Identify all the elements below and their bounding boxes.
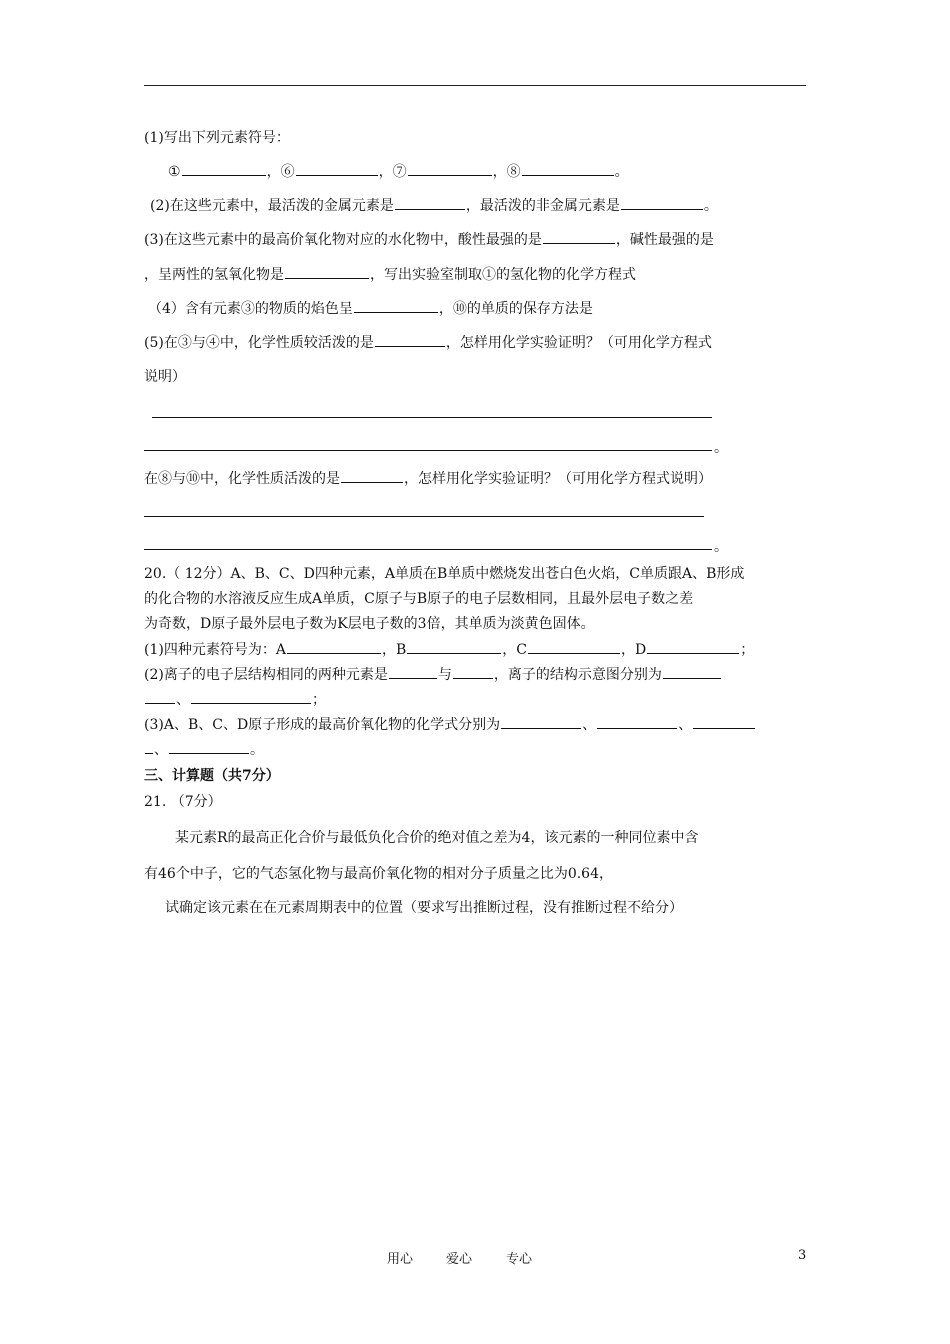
q2-text-a: (2)在这些元素中，最活泼的金属元素是 (150, 198, 394, 214)
answer-end-2: 。 (714, 539, 728, 555)
blank-q20-a[interactable] (287, 639, 381, 654)
q20-p2-b: 与 (437, 667, 452, 683)
blank-q4-1[interactable] (354, 298, 438, 313)
blank-q20-j[interactable] (597, 714, 677, 729)
q5-text-d: 在⑧与⑩中，化学性质活泼的是 (144, 471, 340, 487)
blank-q20-l[interactable] (169, 739, 249, 754)
blank-q2-1[interactable] (395, 195, 465, 210)
blank-q1-3[interactable] (408, 161, 492, 176)
q5-text-b: ，怎样用化学实验证明？（可用化学方程式 (445, 335, 712, 351)
q20-p1-d: ，D (620, 642, 647, 658)
blank-q2-2[interactable] (621, 195, 703, 210)
q5-line2: 说明） (144, 369, 186, 385)
q20-p1-e: ； (740, 642, 755, 658)
q20-p3-c: 、 (678, 717, 693, 733)
q2-line (150, 195, 718, 216)
q5-text-e: ，怎样用化学实验证明？（可用化学方程式说明） (404, 471, 712, 487)
blank-q20-g2[interactable] (145, 689, 175, 704)
q20-p3-a: (3)A、B、C、D原子形成的最高价氧化物的化学式分别为 (144, 717, 501, 733)
q20-line1: 20.（ 12分）A、B、C、D四种元素，A单质在B单质中燃烧发出苍白色火焰，C单质跟A、B形成 (144, 566, 745, 582)
sep: ， (266, 164, 281, 180)
q20-p3-b: 、 (582, 717, 597, 733)
q2-text-b: ，最活泼的非金属元素是 (465, 198, 620, 214)
q4-line (148, 298, 593, 319)
blank-q20-f[interactable] (453, 664, 493, 679)
q20-p1-c: ，C (502, 642, 527, 658)
q3-text-c: ，呈两性的氢氧化物是 (144, 267, 284, 283)
blank-q20-d[interactable] (647, 639, 739, 654)
q5-text-a: (5)在③与④中，化学性质较活泼的是 (144, 335, 374, 351)
blank-q1-2[interactable] (296, 161, 378, 176)
q20-part1 (144, 639, 754, 660)
q20-line2: 的化合物的水溶液反应生成A单质，C原子与B原子的电子层数相同，且最外层电子数之差 (144, 591, 694, 607)
q20-p2-d: 、 (176, 692, 190, 708)
footer-word-3: 专心 (506, 1252, 533, 1267)
section3-title: 三、计算题（共7分） (144, 768, 280, 784)
answer-line-3[interactable] (144, 516, 704, 517)
q20-part3-cont (144, 739, 264, 760)
blank-q1-1[interactable] (182, 161, 266, 176)
q3-line2 (144, 264, 636, 285)
q20-part2-cont (144, 689, 326, 710)
q21-line2: 有46个中子，它的气态氢化物与最高价氧化物的相对分子质量之比为0.64， (144, 866, 613, 882)
end: 。 (614, 164, 629, 180)
footer-word-2: 爱心 (446, 1252, 473, 1267)
blank-q20-h[interactable] (191, 689, 311, 704)
header-rule (144, 85, 806, 86)
page-number: 3 (798, 1248, 807, 1263)
q1-c4: ⑧ (506, 164, 521, 180)
q3-text-a: (3)在这些元素中的最高价氧化物对应的水化物中，酸性最强的是 (144, 232, 542, 248)
q21-line3: 试确定该元素在在元素周期表中的位置（要求写出推断过程，没有推断过程不给分） (165, 900, 683, 916)
q4-text-b: ，⑩的单质的保存方法是 (438, 301, 593, 317)
q21-number: 21. （7分） (144, 794, 222, 810)
q3-line1 (144, 229, 714, 250)
q3-text-d: ，写出实验室制取①的氢化物的化学方程式 (370, 267, 636, 283)
blank-q3-1[interactable] (543, 229, 615, 244)
blank-q20-c[interactable] (528, 639, 620, 654)
blank-q20-i[interactable] (501, 714, 581, 729)
blank-q20-k2[interactable] (145, 739, 153, 754)
blank-q20-k[interactable] (693, 714, 755, 729)
answer-line-4[interactable] (144, 549, 712, 550)
q20-p3-e: 。 (250, 742, 264, 758)
q5-line3 (144, 468, 712, 489)
q5-line1 (144, 332, 712, 353)
blank-q20-b[interactable] (407, 639, 501, 654)
blank-q1-4[interactable] (522, 161, 614, 176)
q20-p1-b: ，B (381, 642, 407, 658)
q20-p3-d: 、 (154, 742, 168, 758)
q4-text-a: （4）含有元素③的物质的焰色呈 (148, 301, 353, 317)
q20-part3 (144, 714, 756, 735)
answer-line-1[interactable] (152, 417, 712, 418)
q1-c3: ⑦ (392, 164, 407, 180)
q20-p2-a: (2)离子的电子层结构相同的两种元素是 (144, 667, 388, 683)
sep: ， (378, 164, 393, 180)
blank-q20-g[interactable] (663, 664, 721, 679)
q1-c2: ⑥ (280, 164, 295, 180)
blank-q5-1[interactable] (375, 332, 445, 347)
end: 。 (703, 198, 718, 214)
q3-text-b: ，碱性最强的是 (615, 232, 714, 248)
blank-q5-2[interactable] (341, 468, 403, 483)
q20-part2 (144, 664, 722, 685)
q21-line1: 某元素R的最高正化合价与最低负化合价的绝对值之差为4，该元素的一种同位素中含 (175, 830, 699, 846)
sep: ， (492, 164, 507, 180)
q1-c1: ① (168, 164, 181, 180)
answer-end-1: 。 (714, 440, 728, 456)
blank-q20-e[interactable] (389, 664, 437, 679)
q20-p2-c: ，离子的结构示意图分别为 (493, 667, 662, 683)
q1-label: (1)写出下列元素符号： (144, 130, 290, 146)
q1-blanks (168, 161, 629, 182)
q20-line3: 为奇数，D原子最外层电子数为K层电子数的3倍，其单质为淡黄色固体。 (144, 616, 595, 632)
footer-word-1: 用心 (387, 1252, 414, 1267)
answer-line-2[interactable] (144, 450, 712, 451)
blank-q3-2[interactable] (285, 264, 369, 279)
q20-p1-a: (1)四种元素符号为：A (144, 642, 286, 658)
q20-p2-e: ； (312, 692, 326, 708)
